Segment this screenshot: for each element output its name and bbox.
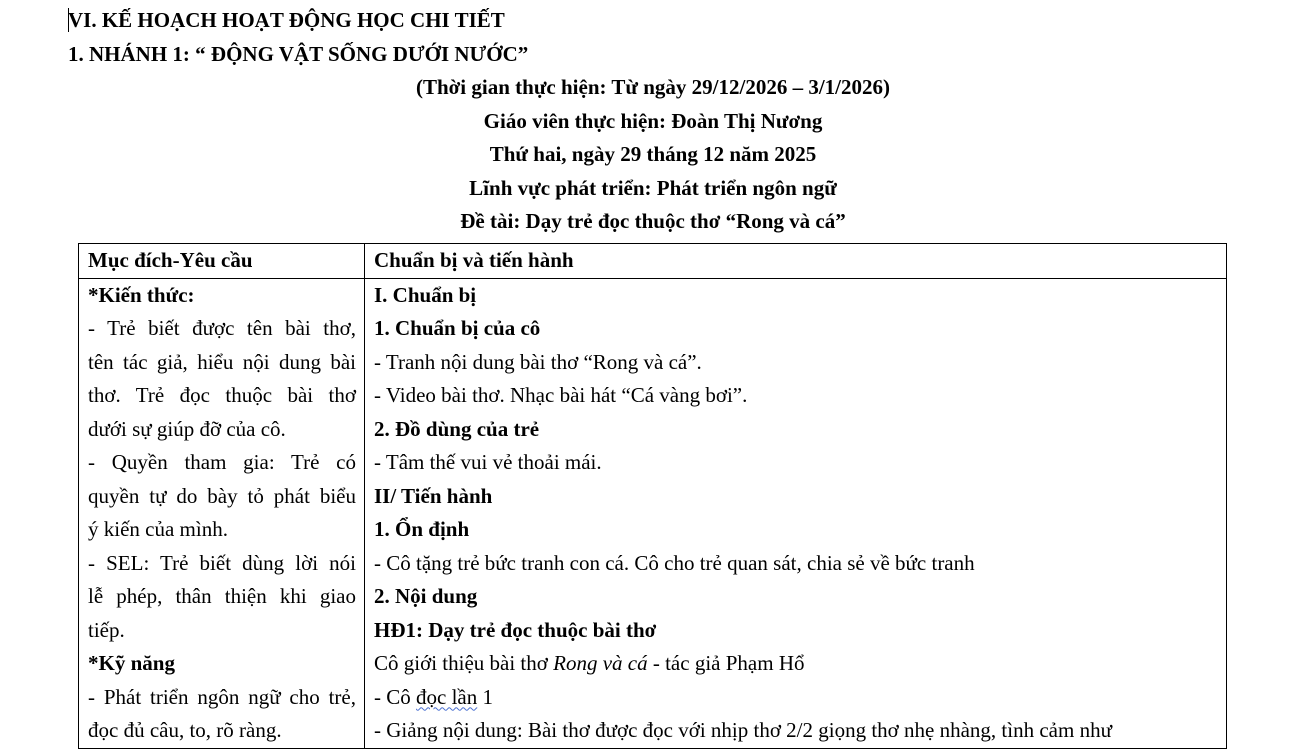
text-line: quyền tự do bày tỏ phát biểu [88,483,356,508]
subheading: 1. Ổn định [374,517,470,541]
text-run: - tác giả Phạm Hổ [647,651,805,675]
text-line [374,681,1218,715]
section-heading: VI. KẾ HOẠCH HOẠT ĐỘNG HỌC CHI TIẾT [68,8,505,32]
text-line: - Giảng nội dung: Bài thơ được đọc với nhịp thơ 2/2 giọng thơ nhẹ nhàng, tình cảm như [374,718,1112,742]
text-line: - Video bài thơ. Nhạc bài hát “Cá vàng bơi”. [374,383,748,407]
lesson-plan-table [78,243,1227,749]
objectives-cell [79,278,365,748]
subheading: II/ Tiến hành [374,483,493,508]
subheading: 2. Đồ dùng của trẻ [374,416,540,441]
text-line: đọc đủ câu, to, rõ ràng. [88,718,282,742]
skills-label: *Kỹ năng [88,651,175,675]
text-line: - Trẻ biết được tên bài thơ, [88,316,356,340]
table-row [79,278,1227,748]
text-line: tên tác giả, hiểu nội dung bài [88,349,356,374]
text-line: tiếp. [88,617,125,642]
text-line: thơ. Trẻ đọc thuộc bài thơ [88,383,356,407]
text-line: ý kiến của mình. [88,517,228,541]
text-line: - Tâm thế vui vẻ thoải mái. [374,450,602,474]
text-line: - Quyền tham gia: Trẻ có [88,450,356,474]
field-line: Lĩnh vực phát triển: Phát triển ngôn ngữ [469,176,837,200]
topic-line: Đề tài: Dạy trẻ đọc thuộc thơ “Rong và cá” [460,209,846,233]
poem-title: Rong và cá [553,651,648,675]
period-line: (Thời gian thực hiện: Từ ngày 29/12/2026 – 3/1/2026) [416,75,890,99]
text-line: lễ phép, thân thiện khi giao [88,584,356,608]
spellcheck-underlined-text: đọc lần [416,684,478,709]
branch-heading: 1. NHÁNH 1: “ ĐỘNG VẬT SỐNG DƯỚI NƯỚC” [68,42,529,66]
text-line [374,647,1218,681]
table-header-row [79,244,1227,279]
text-line: dưới sự giúp đỡ của cô. [88,416,286,441]
preparation-cell [365,278,1227,748]
text-line: - Cô tặng trẻ bức tranh con cá. Cô cho trẻ quan sát, chia sẻ về bức tranh [374,550,975,575]
subheading: I. Chuẩn bị [374,282,477,307]
text-run: Cô giới thiệu bài thơ [374,651,554,675]
text-line: - SEL: Trẻ biết dùng lời nói [88,550,356,575]
subheading: 2. Nội dung [374,584,478,608]
header-objectives: Mục đích-Yêu cầu [88,248,253,272]
header-preparation: Chuẩn bị và tiến hành [374,248,574,272]
subheading: HĐ1: Dạy trẻ đọc thuộc bài thơ [374,617,657,642]
text-line: - Tranh nội dung bài thơ “Rong và cá”. [374,349,702,374]
text-line: - Phát triển ngôn ngữ cho trẻ, [88,684,356,709]
text-run: 1 [477,684,493,709]
date-line: Thứ hai, ngày 29 tháng 12 năm 2025 [489,142,817,166]
teacher-line: Giáo viên thực hiện: Đoàn Thị Nương [483,109,823,133]
subheading: 1. Chuẩn bị của cô [374,316,541,340]
knowledge-label: *Kiến thức: [88,282,195,307]
text-run: - Cô [374,684,416,709]
